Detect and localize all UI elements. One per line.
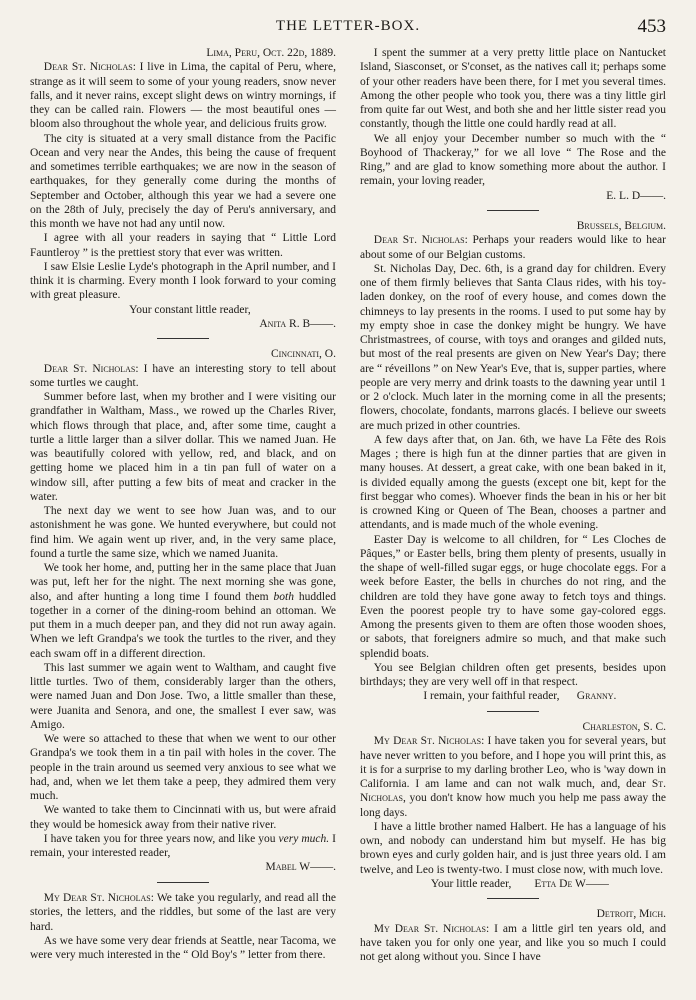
letter-closing: Your constant little reader,	[129, 303, 251, 316]
letter-paragraph	[30, 561, 336, 661]
letter-brussels	[360, 219, 666, 704]
letter-charleston	[360, 720, 666, 891]
letter-paragraph: We wanted to take them to Cincinnati with us, but were afraid they would be homesick away from their native river.	[30, 804, 336, 831]
left-column	[30, 46, 336, 964]
closing-text: I remain, your faithful reader,	[423, 690, 560, 703]
letter-paragraph: This last summer we again went to Waltham, and caught five little turtles. Two of them, considerably larger than the others, were named Juan and Don Jose. Two, a little smaller than these, were Juanita and Senora, and one, the smallest I ever saw, was Amigo.	[30, 661, 336, 731]
letter-paragraph: You see Belgian children often get presents, besides upon birthdays; they are very well off in that respect.	[360, 661, 666, 689]
letter-paragraph: I saw Elsie Leslie Lyde's photograph in the April number, and I think it is charming. Every month I look forward to your coming with great pleasure.	[30, 260, 336, 302]
letter-closing	[360, 689, 666, 703]
letter-divider	[157, 338, 209, 339]
paragraph-text: We took her home, and, putting her in the same place that Juan was put, left her for the night. The next morning she was gone, also, and after hunting a long time I found them	[30, 562, 336, 603]
letter-paragraph: St. Nicholas Day, Dec. 6th, is a grand day for children. Every one of them firmly believes that Santa Claus rides, with his toy-laden donkey, on the roof of every house, and comes down the chimneys to lay presents in the rooms. I used to put some hay by my empty shoe in case the donkey might be hungry. We have Christmastrees, of course, with toys and oranges and gilded nuts, but most of the real presents are given on New Year's Day; there are “ réveillons ” on New Year's Eve, that is, supper parties, where people are very merry and drink toasts to the dawning year until 1 or 2 o'clock. Much later in the morning come in all the presents; flowers, chocolate, fondants, marrons glacés. I believe our sweets are much prized in other countries.	[360, 262, 666, 432]
paragraph-text: , you don't know how much you help me pass away the long days.	[360, 792, 666, 819]
letter-paragraph: I spent the summer at a very pretty little place on Nantucket Island, Siasconset, or S'conset, as the natives call it; perhaps some of your other readers have been there, for I met you several times. Among the other people who took you, there was a tiny little girl from quite far out West, and both she and her little sister read you constantly, though the little one could hardly read at all.	[360, 47, 666, 131]
letter-paragraph	[360, 922, 666, 965]
letter-paragraph: The next day we went to see how Juan was, and to our astonishment he was gone. We hunted everywhere, but could not find him. We again went up river, and, in the very same place, found a turtle the same size, which we named Juanita.	[30, 505, 336, 560]
paragraph-text: huddled together in a corner of the dining-room behind an ottoman. We put them in a much deeper pan, and they did not run away again. When we left Grandpa's we took the turtles to the river, and they each swam off in a different direction.	[30, 590, 336, 660]
letter-salutation: My Dear St. Nicholas:	[373, 735, 485, 748]
letter-place: Charleston, S. C.	[582, 721, 666, 734]
letter-paragraph: Easter Day is welcome to all children, for “ Les Cloches de Pâques,” or Easter bells, bring them plenty of presents, usually in the shape of well-filled sugar eggs, or huge chocolate eggs. For a week before Easter, the bells in churches do not ring, and the children are told they have gone away to fetch toys and things. Even the poorest people try to have some gay-colored eggs. Among the presents given to them are often those wooden shoes, or sabots, that foreigners admire so much, and that make such splendid boats.	[360, 533, 666, 660]
page-number: 453	[637, 16, 666, 37]
closing-text: Your little reader,	[430, 877, 512, 890]
letter-divider	[487, 210, 539, 211]
letter-paragraph	[360, 233, 666, 262]
paragraph-text: We take you regularly, and read all the stories, the letters, and the riddles, but some of the last are very hard.	[30, 892, 337, 933]
letter-signature: Mabel W——.	[265, 861, 336, 874]
letter-paragraph: I agree with all your readers in saying that “ Little Lord Fauntleroy ” is the prettiest story that ever was written.	[30, 232, 336, 259]
letter-cincinnati	[30, 347, 336, 874]
letter-place: Cincinnati, O.	[270, 348, 336, 361]
letter-place: Detroit, Mich.	[596, 908, 666, 921]
letter-place: Lima, Peru, Oct. 22d, 1889.	[206, 47, 336, 59]
letter-signature: Granny.	[576, 690, 617, 703]
letter-paragraph	[30, 60, 336, 131]
letter-salutation: My Dear St. Nicholas:	[373, 922, 490, 935]
letter-paragraph: I have a little brother named Halbert. He has a language of his own, and nobody can understand him but myself. He has big brown eyes and curly golden hair, and is just three years old. I am twelve, and Leo is twenty-two. I must close now, with much love.	[360, 820, 666, 876]
page-header	[30, 16, 666, 46]
paragraph-text: Perhaps your readers would like to hear about some of our Belgian customs.	[360, 234, 666, 261]
paragraph-text: I have taken you for three years now, and like you	[43, 832, 279, 845]
letter-signature: Etta De W——	[534, 877, 609, 890]
letter-salutation: Dear St. Nicholas:	[43, 362, 139, 375]
letter-paragraph: We all enjoy your December number so much with the “ Boyhood of Thackeray,” for we all love “ The Rose and the Ring,” and are glad to know something more about the author. I remain, your loving reader,	[360, 132, 666, 188]
emphasis-text: very much.	[278, 832, 330, 845]
letter-paragraph: As we have some very dear friends at Seattle, near Tacoma, we were very much interested in the “ Old Boy's ” letter from there.	[30, 934, 336, 962]
letter-divider	[487, 711, 539, 712]
emphasis-text: both	[273, 590, 294, 603]
letter-paragraph: We were so attached to these that when we went to our other Grandpa's we took them in a tin pail with holes in the cover. The people in the train around us seemed very anxious to see what we had, and, when we let them take a peep, they admired them very much.	[30, 733, 336, 803]
letter-signature: E. L. D——.	[606, 189, 666, 202]
letter-detroit	[360, 907, 666, 964]
letter-seattle-continued	[360, 46, 666, 203]
paragraph-text: I live in Lima, the capital of Peru, where, strange as it will seem to some of your young readers, snow never falls, and it never rains, except slight dews on wintry mornings, if they can be called rain. Flowers — the most beautiful ones — bloom also throughout the whole year, and delicious fruits grow.	[30, 61, 336, 131]
letter-paragraph: A few days after that, on Jan. 6th, we have La Fête des Rois Mages ; there is high fun at the dinner parties that are given in many houses. At dessert, a great cake, with one bean baked in it, is divided equally among the guests (except one bit, kept for the first beggar who comes). Whoever finds the bean in his or her bit is crowned King or Queen of The Bean, chooses a partner and attendants, and is made much of the whole evening.	[360, 433, 666, 532]
paragraph-text: I am a little girl ten years old, and have taken you for only one year, and like you so much I could not get along without you. Since I have	[360, 922, 666, 964]
letter-paragraph: The city is situated at a very small distance from the Pacific Ocean and very near the Andes, this being the cause of frequent and sometimes terrible earthquakes; we are now in the season of earthquakes, for they generally come during the months of September and October, although this year we had a severe one on the 28th of July, precisely the day of Peru's anniversary, and this month we have not had any until now.	[30, 132, 336, 230]
letter-seattle	[30, 891, 336, 962]
right-column	[360, 46, 666, 964]
paragraph-text: I remain, your interested reader,	[30, 832, 336, 860]
magazine-name: St. Nicholas	[360, 778, 666, 805]
letter-divider	[487, 898, 539, 899]
letter-lima	[30, 46, 336, 331]
letter-closing	[360, 877, 666, 891]
letter-salutation: My Dear St. Nicholas:	[43, 892, 154, 905]
letter-paragraph	[30, 362, 336, 391]
paragraph-text: I have an interesting story to tell about some turtles we caught.	[30, 362, 336, 389]
running-title: THE LETTER-BOX.	[275, 18, 421, 34]
letter-salutation: Dear St. Nicholas:	[43, 61, 136, 74]
letter-salutation: Dear St. Nicholas:	[373, 234, 468, 247]
letter-paragraph	[30, 832, 336, 861]
letter-paragraph	[360, 734, 666, 820]
letter-paragraph: Summer before last, when my brother and I were visiting our grandfather in Waltham, Mass., we rowed up the Charles River, which flows through that place, and, after some time, caught a turtle a little larger than a silver dollar. This we named Juan. He was beautifully colored with yellow, red, and black, and on getting home we placed him in a tin pan full of water on a window sill, after putting a few bits of meat and cracker in the water.	[30, 391, 336, 503]
letter-signature: Anita R. B——.	[259, 317, 336, 330]
letter-place: Brussels, Belgium.	[576, 220, 666, 233]
letter-divider	[157, 882, 209, 883]
paragraph-text: I have taken you for several years, but have never written to you before, and I hope you will print this, as it is for a surprise to my darling brother Leo, who is 'way down in California. I am lame and can not walk much, and, dear	[360, 735, 666, 791]
text-columns	[30, 46, 666, 964]
letter-paragraph	[30, 891, 336, 934]
